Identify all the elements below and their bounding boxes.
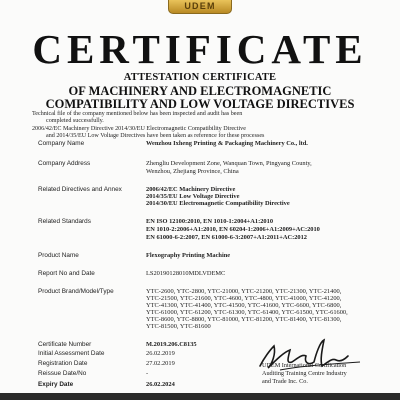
company-address-label: Company Address xyxy=(38,160,91,167)
directives-label: Related Directives and Annex xyxy=(38,186,122,193)
initial-assessment-label: Initial Assessment Date xyxy=(38,350,105,357)
signatory-line-3: and Trade Inc. Co. xyxy=(262,378,308,385)
initial-assessment-value: 26.02.2019 xyxy=(146,350,175,357)
footer-band xyxy=(0,393,400,400)
model-line-5: YTC-8600, YTC-8800, YTC-81000, YTC-81200, YTC-81400, YTC-81300, xyxy=(146,316,342,323)
model-line-2: YTC-21500, YTC-21600, YTC-4600, YTC-4800, YTC-41000, YTC-41200, xyxy=(146,295,342,302)
company-address-line-1: Zhengliu Development Zone, Wanquan Town, Pingyang County, xyxy=(146,160,312,167)
intro-line-1: Technical file of the company mentioned below has been inspected and audit has been xyxy=(32,111,243,117)
company-name-value: Wenzhou Ixheng Printing & Packaging Machinery Co., ltd. xyxy=(146,140,308,147)
signatory-line-1: UDEM International Certification xyxy=(262,362,347,369)
subtitle-line-2: OF MACHINERY AND ELECTROMAGNETIC xyxy=(68,84,332,98)
reissue-date-label: Reissue Date/No xyxy=(38,370,87,377)
model-line-4: YTC-61000, YTC-61200, YTC-61300, YTC-61400, YTC-61500, YTC-61600, xyxy=(146,309,348,316)
udem-logo-text: UDEM xyxy=(184,1,216,11)
certificate-title: CERTIFICATE xyxy=(32,26,368,72)
udem-logo-plate xyxy=(168,0,232,14)
intro-line-4: and 2014/35/EU Low Voltage Directives have been taken as reference for these processes xyxy=(46,133,265,139)
subtitle-line-3: COMPATIBILITY AND LOW VOLTAGE DIRECTIVES xyxy=(45,97,355,111)
report-no-label: Report No and Date xyxy=(38,270,95,277)
signatory-line-2: Auditing Training Centre Industry xyxy=(262,370,347,377)
intro-line-3: 2006/42/EC Machinery Directive 2014/30/EU Electromagnetic Compatibility Directive xyxy=(32,126,246,132)
certificate-number-label: Certificate Number xyxy=(38,341,92,348)
reissue-date-value: - xyxy=(146,370,149,377)
product-name-label: Product Name xyxy=(38,252,79,259)
brand-model-label: Product Brand/Model/Type xyxy=(38,288,114,295)
subtitle-line-1: ATTESTATION CERTIFICATE xyxy=(123,72,277,83)
expiry-date-value: 26.02.2024 xyxy=(146,381,175,388)
expiry-date-label: Expiry Date xyxy=(38,381,74,388)
registration-date-value: 27.02.2019 xyxy=(146,360,175,367)
intro-line-2: completed successfully. xyxy=(46,118,104,124)
model-line-3: YTC-41300, YTC-41400, YTC-41500, YTC-41600, YTC-6600, YTC-6800, xyxy=(146,302,342,309)
model-line-1: YTC-2600, YTC-2800, YTC-21000, YTC-21200, YTC-21300, YTC-21400, xyxy=(146,288,342,295)
directive-line-3: 2014/30/EU Electromagnetic Compatibility Directive xyxy=(146,200,290,207)
company-name-label: Company Name xyxy=(38,140,85,147)
company-address-line-2: Wenzhou, Zhejiang Province, China xyxy=(146,168,239,175)
certificate-number-value: M.2019.206.C8135 xyxy=(146,341,197,348)
registration-date-label: Registration Date xyxy=(38,360,88,367)
standard-line-3: EN 61000-6-2:2007, EN 61000-6-3:2007+A1:2011+AC:2012 xyxy=(146,234,308,241)
directive-line-1: 2006/42/EC Machinery Directive xyxy=(146,186,236,193)
directive-line-2: 2014/35/EU Low Voltage Directive xyxy=(146,193,240,200)
standard-line-1: EN ISO 12100:2010, EN 1010-1:2004+A1:2010 xyxy=(146,218,274,225)
report-no-value: LS20190128010MDLVDEMC xyxy=(146,270,226,277)
standards-label: Related Standards xyxy=(38,218,91,225)
model-line-6: YTC-81500, YTC-81600 xyxy=(146,323,211,330)
standard-line-2: EN 1010-2:2006+A1:2010, EN 60204-1:2006+A1:2009+AC:2010 xyxy=(146,226,320,233)
product-name-value: Flexography Printing Machine xyxy=(146,252,231,259)
